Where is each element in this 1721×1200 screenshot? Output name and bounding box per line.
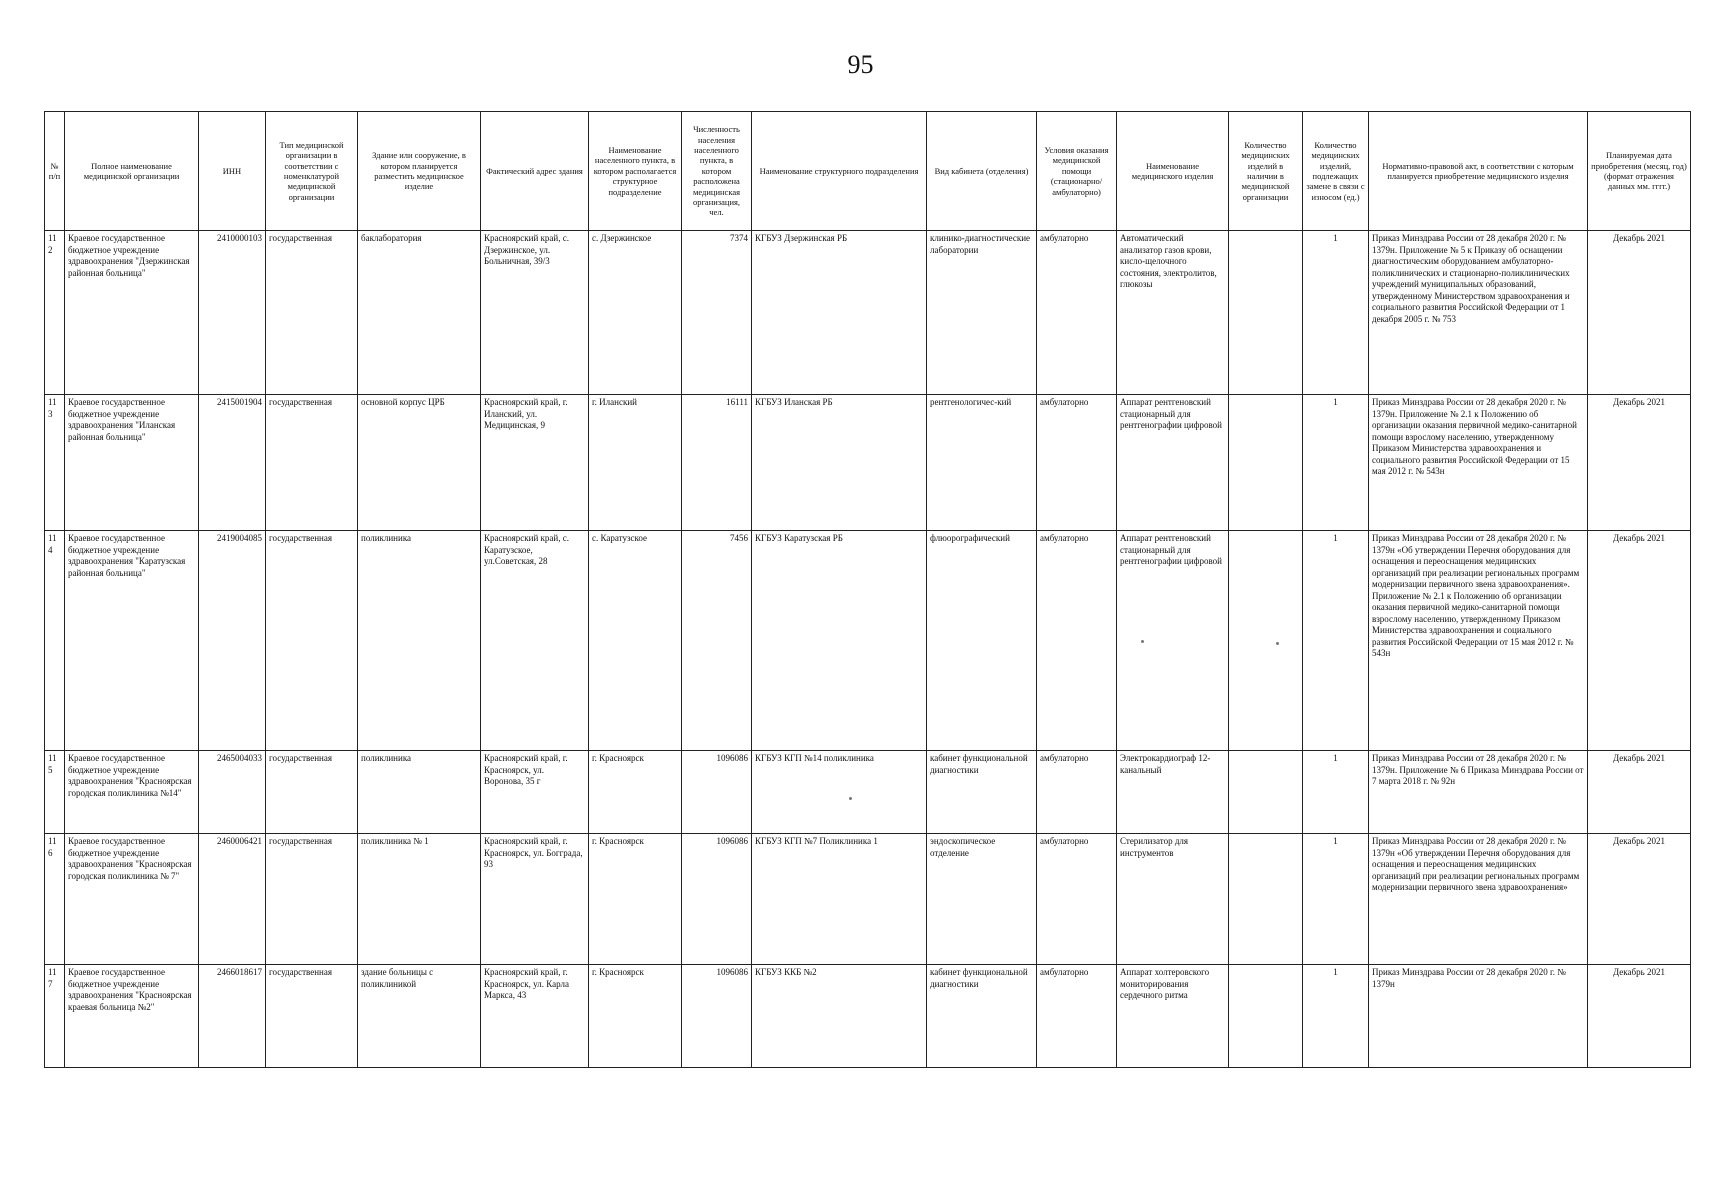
- cell-building: поликлиника: [358, 751, 481, 834]
- cell-population: 1096086: [682, 834, 752, 965]
- cell-device: Аппарат рентгеновский стационарный для рентгенографии цифровой: [1117, 531, 1229, 751]
- cell-conditions: амбулаторно: [1037, 834, 1117, 965]
- cell-address: Красноярский край, г. Красноярск, ул. Воронова, 35 г: [481, 751, 589, 834]
- cell-date: Декабрь 2021: [1588, 834, 1691, 965]
- cell-available: [1229, 531, 1303, 751]
- header-cell: Численность населения населенного пункта, в котором расположена медицинская организация, чел.: [682, 112, 752, 231]
- cell-unit: КГБУЗ Иланская РБ: [752, 395, 927, 531]
- cell-unit: КГБУЗ КГП №14 поликлиника: [752, 751, 927, 834]
- header-cell: Количество медицинских изделий, подлежащих замене в связи с износом (ед.): [1303, 112, 1369, 231]
- header-cell: № п/п: [45, 112, 65, 231]
- cell-date: Декабрь 2021: [1588, 531, 1691, 751]
- cell-settlement: г. Красноярск: [589, 834, 682, 965]
- table-header-row: [45, 112, 1691, 231]
- table-row: [45, 395, 1691, 531]
- cell-inn: 2415001904: [199, 395, 266, 531]
- cell-device: Аппарат холтеровского мониторирования сердечного ритма: [1117, 965, 1229, 1068]
- cell-date: Декабрь 2021: [1588, 395, 1691, 531]
- header-cell: Наименование медицинского изделия: [1117, 112, 1229, 231]
- cell-address: Красноярский край, с. Дзержинское, ул. Больничная, 39/3: [481, 231, 589, 395]
- cell-device: Автоматический анализатор газов крови, кисло-щелочного состояния, электролитов, глюкозы: [1117, 231, 1229, 395]
- cell-replace: 1: [1303, 531, 1369, 751]
- header-cell: Фактический адрес здания: [481, 112, 589, 231]
- cell-settlement: г. Красноярск: [589, 965, 682, 1068]
- equipment-register-table: [44, 111, 1691, 1068]
- cell-settlement: г. Красноярск: [589, 751, 682, 834]
- cell-inn: 2465004033: [199, 751, 266, 834]
- cell-population: 7374: [682, 231, 752, 395]
- cell-replace: 1: [1303, 965, 1369, 1068]
- cell-org: Краевое государственное бюджетное учреждение здравоохранения "Красноярская городская поликлиника № 7": [65, 834, 199, 965]
- cell-inn: 2466018617: [199, 965, 266, 1068]
- cell-room: флюорографический: [927, 531, 1037, 751]
- cell-num: 112: [45, 231, 65, 395]
- cell-unit: КГБУЗ ККБ №2: [752, 965, 927, 1068]
- cell-device: Стерилизатор для инструментов: [1117, 834, 1229, 965]
- cell-num: 114: [45, 531, 65, 751]
- cell-act: Приказ Минздрава России от 28 декабря 2020 г. № 1379н: [1369, 965, 1588, 1068]
- cell-available: [1229, 965, 1303, 1068]
- cell-room: клинико-диагностические лаборатории: [927, 231, 1037, 395]
- cell-date: Декабрь 2021: [1588, 751, 1691, 834]
- header-cell: Наименование структурного подразделения: [752, 112, 927, 231]
- cell-inn: 2419004085: [199, 531, 266, 751]
- cell-date: Декабрь 2021: [1588, 965, 1691, 1068]
- header-cell: Нормативно-правовой акт, в соответствии с которым планируется приобретение медицинского изделия: [1369, 112, 1588, 231]
- header-cell: Тип медицинской организации в соответствии с номенклатурой медицинской организации: [266, 112, 358, 231]
- cell-org: Краевое государственное бюджетное учреждение здравоохранения "Каратузская районная больница": [65, 531, 199, 751]
- scan-speck: [849, 797, 852, 800]
- cell-org: Краевое государственное бюджетное учреждение здравоохранения "Красноярская городская поликлиника №14": [65, 751, 199, 834]
- table-row: [45, 531, 1691, 751]
- cell-population: 1096086: [682, 965, 752, 1068]
- cell-available: [1229, 395, 1303, 531]
- cell-building: здание больницы с поликлиникой: [358, 965, 481, 1068]
- page-number: 95: [847, 50, 874, 79]
- cell-num: 113: [45, 395, 65, 531]
- cell-device: Аппарат рентгеновский стационарный для рентгенографии цифровой: [1117, 395, 1229, 531]
- scan-speck: [1276, 642, 1279, 645]
- cell-org: Краевое государственное бюджетное учреждение здравоохранения "Дзержинская районная больница": [65, 231, 199, 395]
- cell-num: 116: [45, 834, 65, 965]
- header-cell: Полное наименование медицинской организации: [65, 112, 199, 231]
- cell-num: 115: [45, 751, 65, 834]
- header-cell: ИНН: [199, 112, 266, 231]
- cell-room: рентгенологичес-кий: [927, 395, 1037, 531]
- cell-type: государственная: [266, 531, 358, 751]
- cell-conditions: амбулаторно: [1037, 231, 1117, 395]
- header-cell: Количество медицинских изделий в наличии в медицинской организации: [1229, 112, 1303, 231]
- cell-population: 16111: [682, 395, 752, 531]
- cell-org: Краевое государственное бюджетное учреждение здравоохранения "Красноярская краевая больница №2": [65, 965, 199, 1068]
- cell-conditions: амбулаторно: [1037, 531, 1117, 751]
- cell-address: Красноярский край, г. Красноярск, ул. Богграда, 93: [481, 834, 589, 965]
- cell-address: Красноярский край, г. Иланский, ул. Медицинская, 9: [481, 395, 589, 531]
- cell-date: Декабрь 2021: [1588, 231, 1691, 395]
- table-row: [45, 231, 1691, 395]
- cell-unit: КГБУЗ КГП №7 Поликлиника 1: [752, 834, 927, 965]
- cell-room: кабинет функциональной диагностики: [927, 751, 1037, 834]
- cell-org: Краевое государственное бюджетное учреждение здравоохранения "Иланская районная больница": [65, 395, 199, 531]
- cell-settlement: с. Дзержинское: [589, 231, 682, 395]
- cell-num: 117: [45, 965, 65, 1068]
- cell-conditions: амбулаторно: [1037, 965, 1117, 1068]
- cell-settlement: г. Иланский: [589, 395, 682, 531]
- cell-conditions: амбулаторно: [1037, 751, 1117, 834]
- header-cell: Вид кабинета (отделения): [927, 112, 1037, 231]
- cell-act: Приказ Минздрава России от 28 декабря 2020 г. № 1379н. Приложение № 2.1 к Положению об организации оказания первичной медико-санитарной помощи взрослому населению, утвержденному Приказом Министерства здравоохранения и социального развития Российской Федерации от 15 мая 2012 г. № 543н: [1369, 395, 1588, 531]
- cell-building: поликлиника: [358, 531, 481, 751]
- cell-population: 7456: [682, 531, 752, 751]
- header-cell: Планируемая дата приобретения (месяц, год) (формат отражения данных мм. гггг.): [1588, 112, 1691, 231]
- cell-act: Приказ Минздрава России от 28 декабря 2020 г. № 1379н «Об утверждении Перечня оборудования для оснащения и переоснащения медицинских организаций при реализации региональных программ модернизации первичного звена здравоохранения»: [1369, 834, 1588, 965]
- cell-act: Приказ Минздрава России от 28 декабря 2020 г. № 1379н. Приложение № 6 Приказа Минздрава России от 7 марта 2018 г. № 92н: [1369, 751, 1588, 834]
- cell-type: государственная: [266, 751, 358, 834]
- header-cell: Условия оказания медицинской помощи (стационарно/ амбулаторно): [1037, 112, 1117, 231]
- cell-available: [1229, 834, 1303, 965]
- cell-type: государственная: [266, 834, 358, 965]
- cell-room: кабинет функциональной диагностики: [927, 965, 1037, 1068]
- cell-device: Электрокардиограф 12-канальный: [1117, 751, 1229, 834]
- table-row: [45, 751, 1691, 834]
- cell-replace: 1: [1303, 834, 1369, 965]
- cell-replace: 1: [1303, 231, 1369, 395]
- cell-room: эндоскопическое отделение: [927, 834, 1037, 965]
- cell-address: Красноярский край, г. Красноярск, ул. Карла Маркса, 43: [481, 965, 589, 1068]
- cell-type: государственная: [266, 965, 358, 1068]
- cell-type: государственная: [266, 231, 358, 395]
- cell-available: [1229, 751, 1303, 834]
- header-cell: Наименование населенного пункта, в котором располагается структурное подразделение: [589, 112, 682, 231]
- cell-replace: 1: [1303, 751, 1369, 834]
- cell-inn: 2460006421: [199, 834, 266, 965]
- cell-act: Приказ Минздрава России от 28 декабря 2020 г. № 1379н. Приложение № 5 к Приказу об оснащении диагностическим оборудованием амбулаторно-поликлинических и стационарно-поликлинических учреждений муниципальных образований, утвержденному Министерством здравоохранения и социального развития Российской Федерации от 1 декабря 2005 г. № 753: [1369, 231, 1588, 395]
- cell-building: баклаборатория: [358, 231, 481, 395]
- cell-population: 1096086: [682, 751, 752, 834]
- header-cell: Здание или сооружение, в котором планируется разместить медицинское изделие: [358, 112, 481, 231]
- cell-unit: КГБУЗ Дзержинская РБ: [752, 231, 927, 395]
- cell-available: [1229, 231, 1303, 395]
- cell-conditions: амбулаторно: [1037, 395, 1117, 531]
- cell-replace: 1: [1303, 395, 1369, 531]
- cell-building: основной корпус ЦРБ: [358, 395, 481, 531]
- cell-unit: КГБУЗ Каратузская РБ: [752, 531, 927, 751]
- cell-type: государственная: [266, 395, 358, 531]
- table-row: [45, 834, 1691, 965]
- cell-inn: 2410000103: [199, 231, 266, 395]
- cell-address: Красноярский край, с. Каратузское, ул.Советская, 28: [481, 531, 589, 751]
- cell-act: Приказ Минздрава России от 28 декабря 2020 г. № 1379н «Об утверждении Перечня оборудования для оснащения и переоснащения медицинских организаций при реализации региональных программ модернизации первичного звена здравоохранения». Приложение № 2.1 к Положению об организации оказания первичной медико-санитарной помощи взрослому населению, утвержденному Приказом Министерства здравоохранения и социального развития Российской Федерации от 15 мая 2012 г. № 543н: [1369, 531, 1588, 751]
- cell-settlement: с. Каратузское: [589, 531, 682, 751]
- table-row: [45, 965, 1691, 1068]
- cell-building: поликлиника № 1: [358, 834, 481, 965]
- scan-speck: [1141, 640, 1144, 643]
